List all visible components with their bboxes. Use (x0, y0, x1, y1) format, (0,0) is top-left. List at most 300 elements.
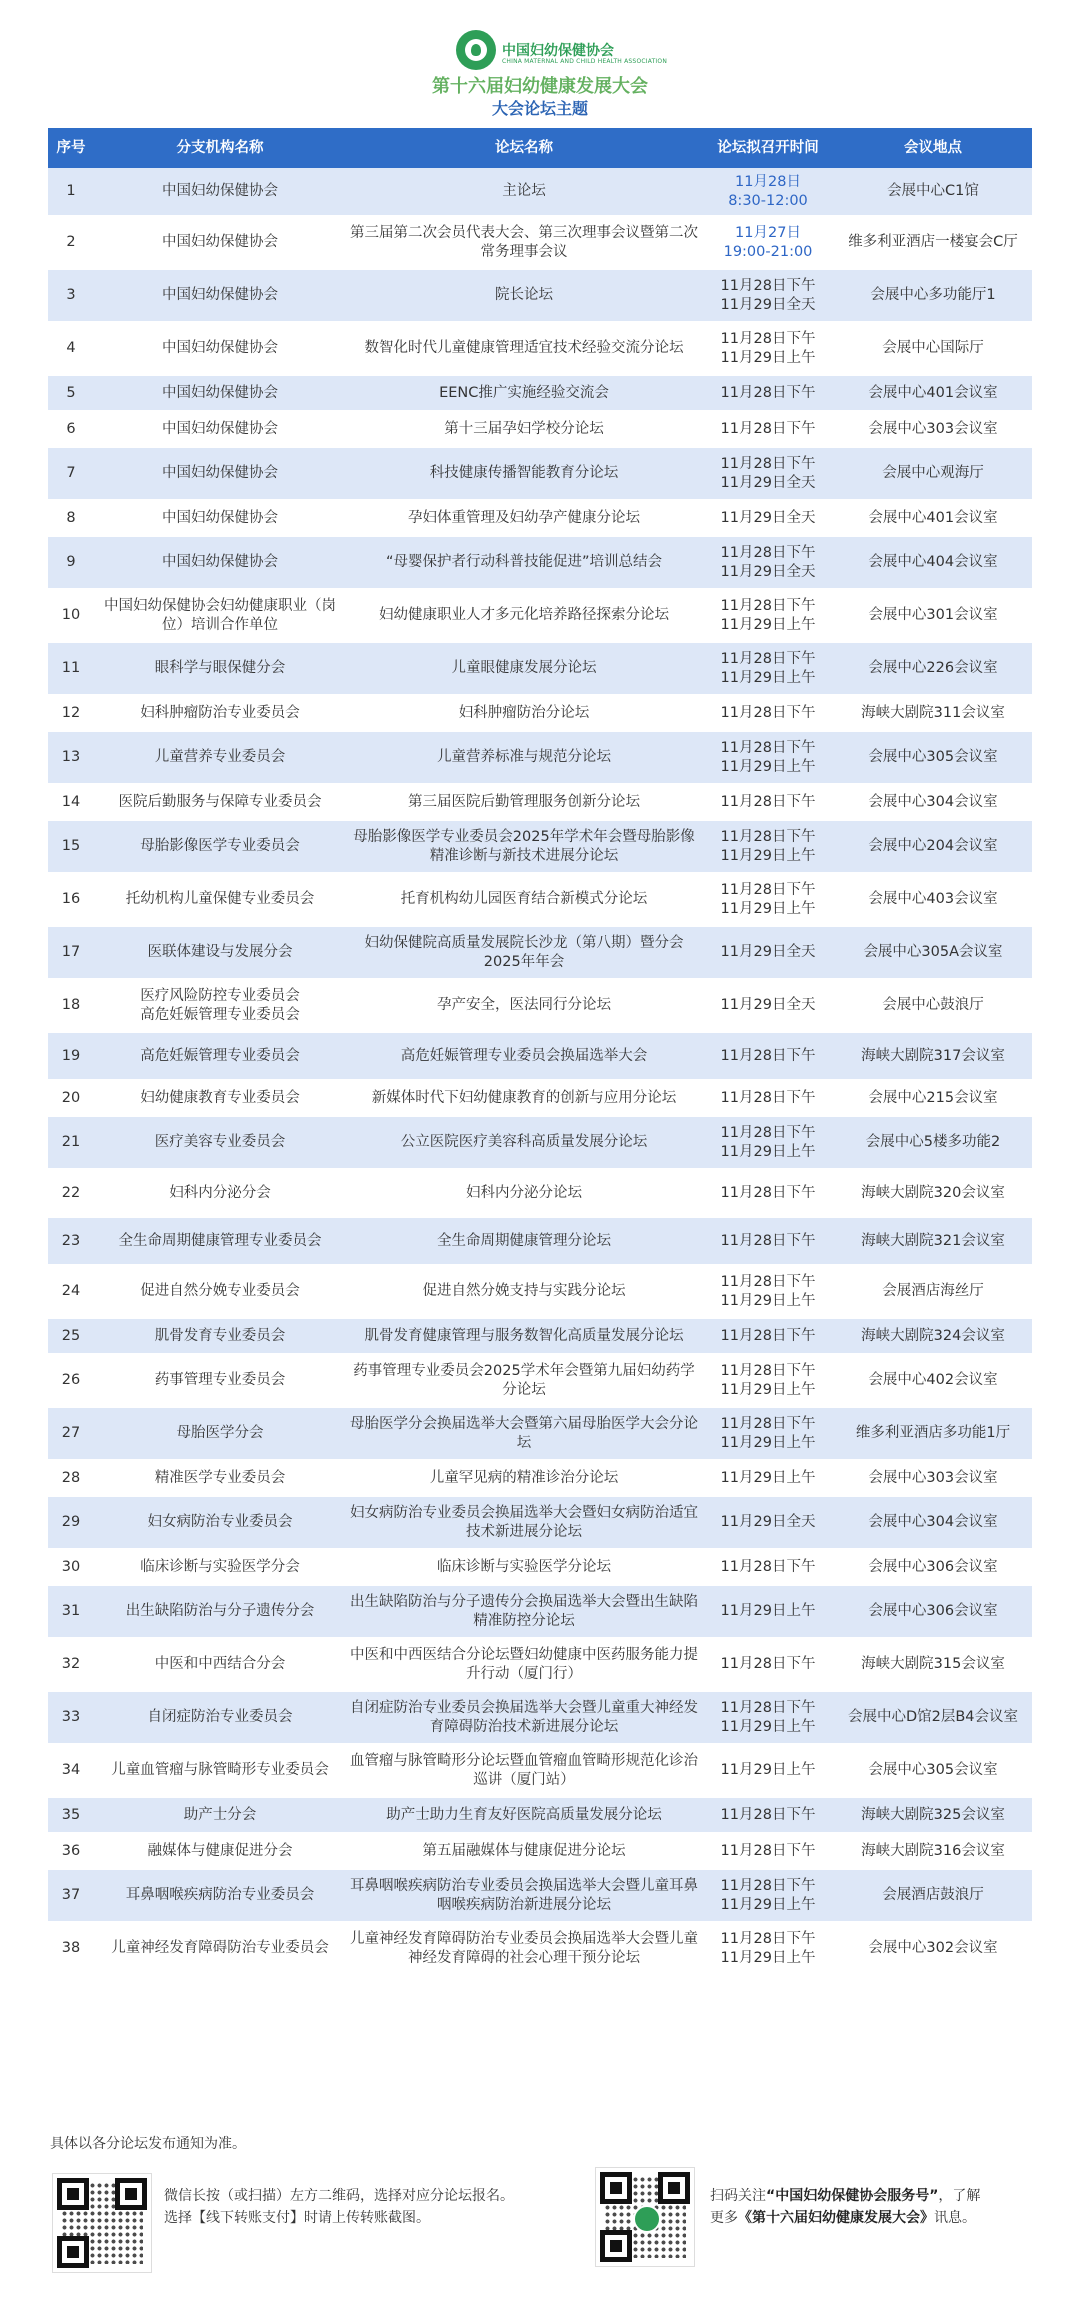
branch-name-line: 妇女病防治专业委员会 (147, 1514, 293, 1530)
forum-time (702, 1744, 834, 1797)
forum-name-line: 母胎影像医学专业委员会2025年学术年会暨母胎影像精准诊断与新技术进展分论坛 (353, 828, 695, 864)
forum-time-line: 11月28日下午 (720, 650, 816, 667)
forum-time (702, 1496, 834, 1549)
table-row (48, 784, 1032, 820)
branch-name-line: 医疗风险防控专业委员会 (140, 987, 300, 1004)
branch-name-line: 中国妇幼保健协会妇幼健康职业（岗位）培训合作单位 (104, 597, 336, 633)
table-row (48, 1797, 1032, 1833)
forum-time (702, 500, 834, 536)
row-number (48, 1217, 94, 1265)
row-number-line: 21 (61, 1134, 81, 1150)
column-header-forum: 论坛名称 (346, 128, 702, 168)
forum-name-line: 托育机构幼儿园医育结合新模式分论坛 (400, 891, 648, 907)
row-number-line: 28 (61, 1469, 81, 1486)
forum-name (346, 1080, 702, 1116)
page-header (0, 0, 1080, 128)
forum-name-line: 第三届医院后勤管理服务创新分论坛 (408, 793, 640, 810)
row-number (48, 695, 94, 731)
forum-name-line: 数智化时代儿童健康管理适宜技术经验交流分论坛 (364, 340, 684, 356)
forum-name-line: 全生命周期健康管理分论坛 (437, 1232, 611, 1249)
forum-name-line: 儿童眼健康发展分论坛 (451, 660, 597, 676)
forum-time (702, 1869, 834, 1922)
branch-name (94, 1549, 346, 1585)
forum-name-line: 肌骨发育健康管理与服务数智化高质量发展分论坛 (364, 1327, 684, 1344)
row-number (48, 1169, 94, 1217)
row-number-line: 17 (61, 944, 81, 960)
forum-name (346, 642, 702, 695)
forum-time (702, 1080, 834, 1116)
forum-name-line: 儿童罕见病的精准诊治分论坛 (429, 1469, 619, 1486)
table-row (48, 1407, 1032, 1460)
forum-name-line: 新媒体时代下妇幼健康教育的创新与应用分论坛 (371, 1089, 677, 1106)
venue-line: 会展中心204会议室 (868, 838, 998, 854)
row-number (48, 375, 94, 411)
column-header-place: 会议地点 (834, 128, 1032, 168)
forum-time (702, 1922, 834, 1975)
branch-name-line: 儿童神经发育障碍防治专业委员会 (111, 1940, 329, 1956)
forum-name-line: 第三届第二次会员代表大会、第三次理事会议暨第二次常务理事会议 (350, 224, 698, 260)
row-number-line: 31 (61, 1603, 81, 1619)
forum-name-line: 主论坛 (502, 183, 546, 199)
forum-time (702, 447, 834, 500)
forum-name (346, 1265, 702, 1318)
venue (834, 1217, 1032, 1265)
venue-line: 海峡大剧院316会议室 (861, 1842, 1005, 1859)
row-number-line: 23 (61, 1232, 81, 1249)
org-name: 中国妇幼保健协会 (502, 43, 614, 59)
branch-name (94, 1354, 346, 1407)
table-row (48, 411, 1032, 447)
conference-name: 《第十六届妇幼健康发展大会》 (738, 2210, 934, 2226)
forum-name-line: 公立医院医疗美容科高质量发展分论坛 (400, 1134, 648, 1150)
branch-name (94, 1169, 346, 1217)
forum-time-line: 11月28日下午 (720, 1184, 816, 1201)
forum-time-line: 11月29日全天 (720, 474, 816, 491)
forum-name-line: 儿童神经发育障碍防治专业委员会换届选举大会暨儿童神经发育障碍的社会心理干预分论坛 (350, 1930, 698, 1966)
forum-name (346, 1797, 702, 1833)
forum-time-line: 11月29日上午 (720, 616, 816, 633)
forum-time-line: 11月28日下午 (720, 1232, 816, 1249)
branch-name (94, 269, 346, 322)
forum-name (346, 784, 702, 820)
forum-name (346, 731, 702, 784)
forum-time-line: 11月28日下午 (720, 1656, 816, 1672)
branch-name (94, 1691, 346, 1744)
table-row (48, 1169, 1032, 1217)
venue-line: 会展中心403会议室 (868, 891, 998, 907)
branch-name-line: 妇幼健康教育专业委员会 (140, 1089, 300, 1106)
forum-time-line: 11月29日上午 (720, 847, 816, 864)
row-number (48, 1797, 94, 1833)
forum-time-line: 11月28日下午 (720, 1047, 816, 1064)
table-row (48, 269, 1032, 322)
venue-line: 会展中心305A会议室 (863, 944, 1003, 960)
table-row (48, 1217, 1032, 1265)
row-number (48, 411, 94, 447)
row-number (48, 168, 94, 216)
venue (834, 695, 1032, 731)
branch-name (94, 695, 346, 731)
forum-name (346, 695, 702, 731)
venue (834, 536, 1032, 589)
branch-name (94, 411, 346, 447)
forum-time (702, 1460, 834, 1496)
forum-name (346, 1744, 702, 1797)
forum-time (702, 1265, 834, 1318)
branch-name-line: 妇科内分泌分会 (169, 1184, 271, 1201)
forum-time-line: 11月29日上午 (720, 1434, 816, 1451)
follow-instructions (710, 2185, 1040, 2229)
forum-time-line: 11月28日下午 (720, 330, 816, 347)
row-number (48, 536, 94, 589)
forum-time-line: 11月28日 (735, 173, 801, 190)
venue (834, 1691, 1032, 1744)
venue-line: 会展中心鼓浪厅 (882, 997, 984, 1013)
row-number-line: 22 (61, 1184, 81, 1201)
branch-name-line: 中国妇幼保健协会 (162, 287, 278, 303)
branch-name-line: 医院后勤服务与保障专业委员会 (118, 793, 322, 810)
forum-name-line: 自闭症防治专业委员会换届选举大会暨儿童重大神经发育障碍防治技术新进展分论坛 (350, 1699, 698, 1735)
branch-name (94, 322, 346, 375)
table-row (48, 820, 1032, 873)
venue (834, 411, 1032, 447)
row-number-line: 12 (61, 704, 81, 721)
forum-name (346, 1169, 702, 1217)
branch-name-line: 中国妇幼保健协会 (162, 554, 278, 570)
venue (834, 375, 1032, 411)
qr-logo-icon (633, 2205, 661, 2233)
forum-name (346, 1549, 702, 1585)
venue-line: 会展中心国际厅 (882, 340, 984, 356)
row-number-line: 34 (61, 1762, 81, 1778)
venue (834, 784, 1032, 820)
table-row (48, 1638, 1032, 1691)
forum-time (702, 536, 834, 589)
table-row (48, 1032, 1032, 1080)
forum-time-line: 11月29日全天 (720, 296, 816, 313)
forum-name-line: 临床诊断与实验医学分论坛 (437, 1558, 611, 1575)
venue-line: 会展中心303会议室 (868, 420, 998, 437)
branch-name (94, 1797, 346, 1833)
forum-name-line: 中医和中西医结合分论坛暨妇幼健康中医药服务能力提升行动（厦门行） (350, 1646, 698, 1682)
row-number-line: 7 (66, 465, 76, 481)
branch-name-line: 自闭症防治专业委员会 (147, 1709, 293, 1725)
branch-name (94, 1080, 346, 1116)
follow-qr-code[interactable] (595, 2167, 695, 2267)
branch-name (94, 1922, 346, 1975)
forum-name (346, 1407, 702, 1460)
branch-name-line: 融媒体与健康促进分会 (147, 1842, 293, 1859)
forum-time-line: 11月29日上午 (720, 1896, 816, 1913)
venue-line: 会展中心302会议室 (868, 1940, 998, 1956)
row-number (48, 1354, 94, 1407)
forum-time (702, 1169, 834, 1217)
branch-name-line: 医疗美容专业委员会 (154, 1134, 286, 1150)
row-number (48, 926, 94, 979)
venue-line: 会展中心226会议室 (868, 660, 998, 676)
venue-line: 会展中心303会议室 (868, 1469, 998, 1486)
forum-time-line: 11月29日上午 (720, 1762, 816, 1778)
venue-line: 会展中心306会议室 (868, 1558, 998, 1575)
forum-name (346, 322, 702, 375)
row-number (48, 1407, 94, 1460)
branch-name (94, 1460, 346, 1496)
forum-name (346, 873, 702, 926)
column-header-branch: 分支机构名称 (94, 128, 346, 168)
row-number (48, 1496, 94, 1549)
branch-name-line: 妇科肿瘤防治专业委员会 (140, 704, 300, 721)
forum-name (346, 1638, 702, 1691)
forum-name-line: 妇科肿瘤防治分论坛 (458, 704, 590, 721)
forum-name (346, 1691, 702, 1744)
footer-note: 具体以各分论坛发布通知为准。 (50, 2136, 246, 2152)
row-number-line: 9 (66, 554, 76, 570)
row-number (48, 447, 94, 500)
row-number (48, 1032, 94, 1080)
venue-line: 海峡大剧院325会议室 (861, 1806, 1005, 1823)
row-number-line: 2 (66, 234, 76, 250)
forum-name (346, 1460, 702, 1496)
row-number (48, 784, 94, 820)
forum-time-line: 11月29日全天 (720, 997, 816, 1013)
forum-name (346, 1833, 702, 1869)
forum-name-line: 科技健康传播智能教育分论坛 (429, 465, 619, 481)
forum-time (702, 1318, 834, 1354)
row-number (48, 1744, 94, 1797)
forum-time-line: 11月29日上午 (720, 1603, 816, 1619)
follow-text-end: 讯息。 (934, 2210, 976, 2226)
branch-name-line: 中国妇幼保健协会 (162, 420, 278, 437)
forum-time (702, 269, 834, 322)
conference-title: 第十六届妇幼健康发展大会 (432, 76, 648, 97)
row-number-line: 18 (61, 997, 81, 1013)
forum-name (346, 820, 702, 873)
venue-line: 海峡大剧院315会议室 (861, 1656, 1005, 1672)
forum-time (702, 375, 834, 411)
forum-time-line: 11月28日下午 (720, 455, 816, 472)
venue (834, 589, 1032, 642)
venue (834, 731, 1032, 784)
forum-name-line: 妇幼保健院高质量发展院长沙龙（第八期）暨分会2025年年会 (364, 934, 684, 970)
row-number-line: 25 (61, 1327, 81, 1344)
forum-time (702, 216, 834, 269)
branch-name-line: 精准医学专业委员会 (154, 1469, 286, 1486)
forum-time (702, 589, 834, 642)
branch-name-line: 中国妇幼保健协会 (162, 509, 278, 526)
row-number (48, 873, 94, 926)
table-row (48, 1080, 1032, 1116)
branch-name-line: 医联体建设与发展分会 (147, 944, 293, 960)
venue-line: 会展中心215会议室 (868, 1089, 998, 1106)
table-row (48, 873, 1032, 926)
row-number-line: 37 (61, 1887, 81, 1903)
table-row (48, 926, 1032, 979)
forum-time-line: 11月28日下午 (720, 1806, 816, 1823)
forum-time (702, 1032, 834, 1080)
table-row (48, 500, 1032, 536)
row-number-line: 32 (61, 1656, 81, 1672)
forum-name-line: 血管瘤与脉管畸形分论坛暨血管瘤血管畸形规范化诊治巡讲（厦门站） (350, 1752, 698, 1788)
forum-name (346, 168, 702, 216)
column-header-no: 序号 (48, 128, 94, 168)
venue-line: 会展中心304会议室 (868, 793, 998, 810)
forum-time-line: 11月28日下午 (720, 544, 816, 561)
venue (834, 979, 1032, 1032)
row-number (48, 1318, 94, 1354)
branch-name (94, 820, 346, 873)
forum-time-line: 11月28日下午 (720, 384, 816, 401)
branch-name (94, 731, 346, 784)
venue-line: 海峡大剧院321会议室 (861, 1232, 1005, 1249)
branch-name (94, 1585, 346, 1638)
forum-name (346, 216, 702, 269)
row-number-line: 20 (61, 1089, 81, 1106)
registration-qr-code[interactable] (52, 2173, 152, 2273)
venue-line: 海峡大剧院317会议室 (861, 1047, 1005, 1064)
venue (834, 1797, 1032, 1833)
row-number (48, 1549, 94, 1585)
forum-time (702, 168, 834, 216)
forum-name-line: 高危妊娠管理专业委员会换届选举大会 (400, 1047, 648, 1064)
venue-line: 维多利亚酒店一楼宴会C厅 (848, 234, 1018, 250)
forum-name-line: 药事管理专业委员会2025学术年会暨第九届妇幼药学分论坛 (353, 1362, 695, 1398)
forum-time (702, 1116, 834, 1169)
venue (834, 1869, 1032, 1922)
row-number-line: 33 (61, 1709, 81, 1725)
branch-name-line: 全生命周期健康管理专业委员会 (118, 1232, 322, 1249)
forum-name (346, 1869, 702, 1922)
row-number-line: 36 (61, 1842, 81, 1859)
forum-name (346, 1032, 702, 1080)
forum-time-line: 11月29日上午 (720, 1718, 816, 1735)
forum-time-line: 11月29日上午 (720, 1143, 816, 1160)
forum-time-line: 11月28日下午 (720, 1089, 816, 1106)
venue (834, 1744, 1032, 1797)
org-name-en: CHINA MATERNAL AND CHILD HEALTH ASSOCIATION (502, 58, 668, 65)
venue (834, 1496, 1032, 1549)
venue (834, 447, 1032, 500)
page-title: 大会论坛主题 (491, 99, 588, 118)
forum-name (346, 1116, 702, 1169)
branch-name-line: 高危妊娠管理专业委员会 (140, 1047, 300, 1064)
forum-name-line: 促进自然分娩支持与实践分论坛 (422, 1283, 626, 1299)
branch-name (94, 979, 346, 1032)
row-number-line: 30 (61, 1558, 81, 1575)
forum-time-line: 11月28日下午 (720, 1842, 816, 1859)
row-number (48, 1460, 94, 1496)
branch-name (94, 1833, 346, 1869)
forum-time-line: 11月29日上午 (720, 1949, 816, 1966)
forum-time (702, 642, 834, 695)
branch-name (94, 216, 346, 269)
branch-name (94, 447, 346, 500)
branch-name-line: 母胎影像医学专业委员会 (140, 838, 300, 854)
forum-time-line: 11月28日下午 (720, 881, 816, 898)
venue (834, 642, 1032, 695)
row-number (48, 1585, 94, 1638)
forum-name (346, 1922, 702, 1975)
forum-name (346, 1585, 702, 1638)
forum-time-line: 11月29日上午 (720, 1469, 816, 1486)
forum-time (702, 1354, 834, 1407)
forum-time (702, 322, 834, 375)
forum-name-line: “母婴保护者行动科普技能促进”培训总结会 (385, 554, 663, 570)
forum-time-line: 11月28日下午 (720, 704, 816, 721)
table-row (48, 1116, 1032, 1169)
branch-name (94, 1407, 346, 1460)
forum-name-line: 助产士助力生育友好医院高质量发展分论坛 (386, 1806, 662, 1823)
branch-name (94, 1638, 346, 1691)
table-row (48, 589, 1032, 642)
row-number-line: 27 (61, 1425, 81, 1441)
forum-time (702, 979, 834, 1032)
venue-line: 海峡大剧院324会议室 (861, 1327, 1005, 1344)
forum-time (702, 1638, 834, 1691)
venue (834, 820, 1032, 873)
table-row (48, 1318, 1032, 1354)
venue (834, 926, 1032, 979)
branch-name-line: 肌骨发育专业委员会 (154, 1327, 286, 1344)
branch-name (94, 500, 346, 536)
table-row (48, 1265, 1032, 1318)
venue (834, 216, 1032, 269)
forum-name (346, 269, 702, 322)
forum-time (702, 926, 834, 979)
forum-name-line: 孕妇体重管理及妇幼孕产健康分论坛 (408, 509, 640, 526)
table-row (48, 695, 1032, 731)
venue-line: 会展中心306会议室 (868, 1603, 998, 1619)
instruction-line-2: 选择【线下转账支付】时请上传转账截图。 (164, 2210, 430, 2226)
forum-time (702, 1833, 834, 1869)
table-row (48, 731, 1032, 784)
branch-name (94, 784, 346, 820)
row-number-line: 11 (61, 660, 81, 676)
table-row (48, 322, 1032, 375)
branch-name (94, 1318, 346, 1354)
forum-table (48, 128, 1032, 1976)
venue-line: 会展酒店鼓浪厅 (882, 1887, 984, 1903)
follow-text-prefix: 扫码关注 (710, 2188, 766, 2204)
venue (834, 1549, 1032, 1585)
forum-time-line: 11月28日下午 (720, 828, 816, 845)
row-number (48, 1691, 94, 1744)
row-number (48, 642, 94, 695)
table-row (48, 216, 1032, 269)
table-row (48, 1549, 1032, 1585)
venue-line: 会展中心401会议室 (868, 384, 998, 401)
branch-name (94, 1116, 346, 1169)
forum-time-line: 11月28日下午 (720, 1699, 816, 1716)
branch-name-line: 出生缺陷防治与分子遗传分会 (125, 1603, 315, 1619)
forum-time (702, 820, 834, 873)
table-row (48, 1460, 1032, 1496)
forum-time-line: 11月28日下午 (720, 739, 816, 756)
row-number (48, 731, 94, 784)
venue-line: 会展中心305会议室 (868, 749, 998, 765)
row-number (48, 269, 94, 322)
forum-name-line: 第十三届孕妇学校分论坛 (444, 420, 604, 437)
venue-line: 会展中心D馆2层B4会议室 (847, 1709, 1019, 1725)
forum-time-line: 11月28日下午 (720, 420, 816, 437)
row-number (48, 820, 94, 873)
forum-name (346, 1217, 702, 1265)
forum-name-line: 儿童营养标准与规范分论坛 (437, 749, 611, 765)
forum-name-line: EENC推广实施经验交流会 (439, 384, 609, 401)
forum-name-line: 第五届融媒体与健康促进分论坛 (422, 1842, 626, 1859)
registration-instructions (164, 2185, 514, 2229)
row-number-line: 6 (66, 420, 76, 437)
branch-name (94, 1265, 346, 1318)
